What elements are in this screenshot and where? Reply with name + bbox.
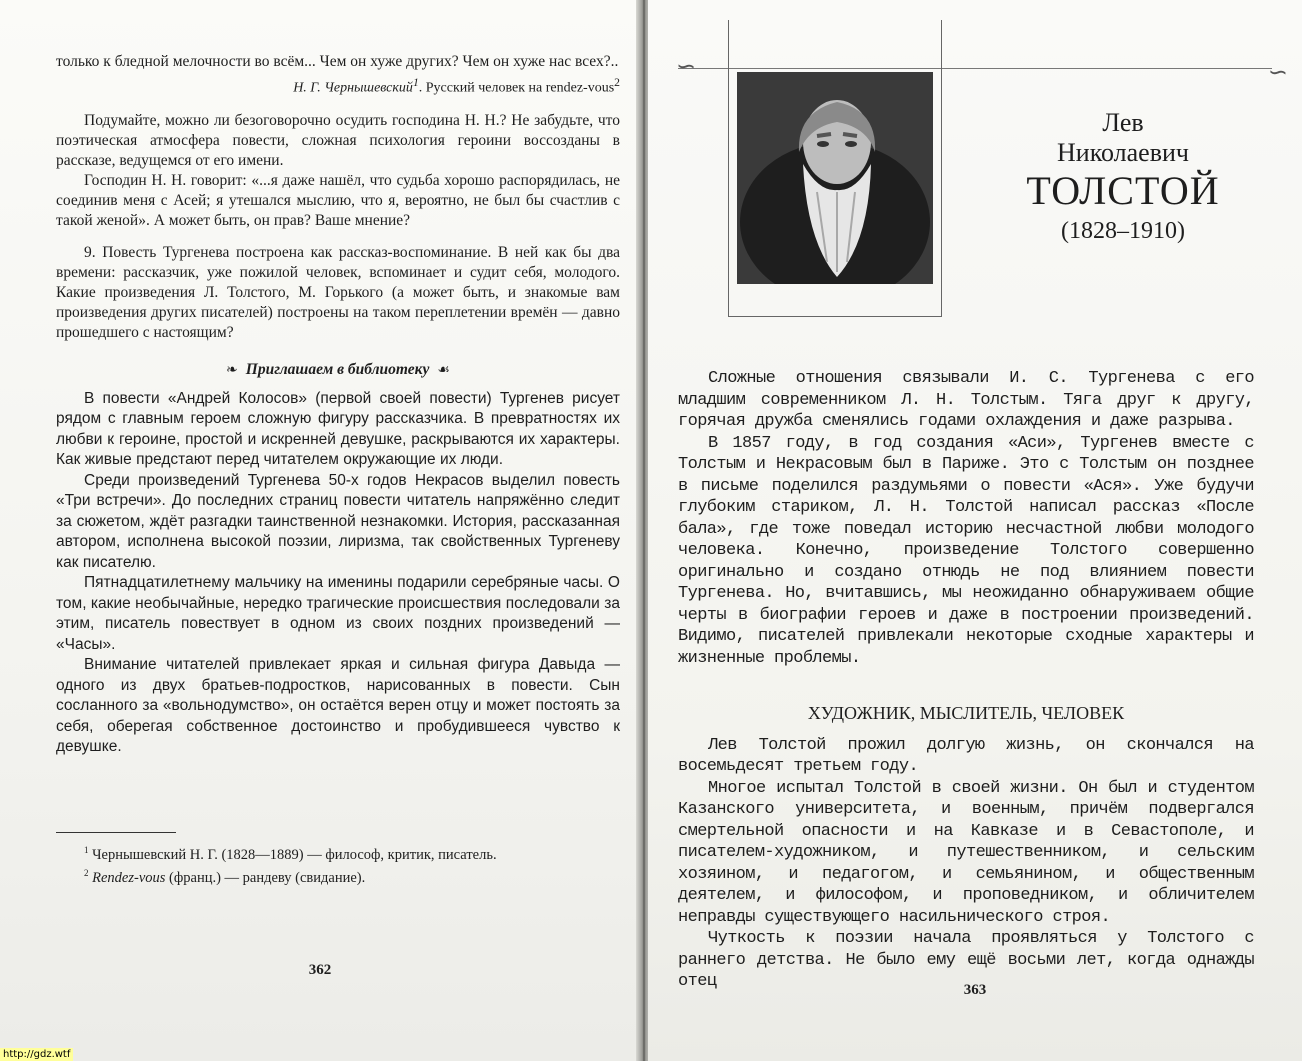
watermark-link[interactable]: http://gdz.wtf xyxy=(0,1048,73,1061)
ornament-right-icon: ☙ xyxy=(437,362,450,378)
quote-attribution xyxy=(56,76,620,97)
body-paragraph-3: Лев Толстой прожил долгую жизнь, он скончался на восемьдесят третьем году. xyxy=(678,735,1254,776)
author-portrait xyxy=(737,72,933,284)
body-paragraph-2: В 1857 году, в год создания «Аси», Тургенев вместе с Толстым и Некрасовым был в Париже. Это с Толстым он позднее в письме поделился раздумьями о повести «Ася». Уже будучи глубоким стариком, Л. Н. Толстой написал рассказ «После бала», где тоже поведал историю несчастной любви молодого человека. Конечно, произведение Толстого совершенно оригинально и создано отнюдь не под влиянием повести Тургенева. Но, вчитавшись, мы неожиданно обнаруживаем общие черты в биографии героев и даже в построении произведений. Видимо, писателей привлекали некоторые сходные характеры и жизненные проблемы. xyxy=(678,433,1254,668)
footnote-divider xyxy=(56,832,176,833)
flourish-right-icon: ∽ xyxy=(1267,60,1288,86)
footnote-1 xyxy=(56,841,620,865)
question-paragraph-1: Подумайте, можно ли безоговорочно осудить господина Н. Н.? Не забудьте, что поэтическая атмосфера повести, сложная психология героини воссозданы в рассказе, ведущемся от его имени. xyxy=(56,111,620,169)
right-page-body xyxy=(678,368,1254,993)
question-paragraph-2: Господин Н. Н. говорит: «...я даже нашёл, что судьба хорошо распорядилась, не соединив меня с Асей; я утешался мыслию, что я, вероятно, не был бы счастлив с такой женой». А может быть, он прав? Ваше мнение? xyxy=(56,171,620,229)
footnote-1-text: Чернышевский Н. Г. (1828—1889) — философ, критик, писатель. xyxy=(92,846,497,863)
attribution-work-footnote-mark: 2 xyxy=(614,76,620,89)
page-number-right: 363 xyxy=(963,982,987,998)
attribution-work: . Русский человек на rendez-vous xyxy=(418,80,615,96)
library-section-heading xyxy=(56,361,620,379)
author-name-block xyxy=(1008,108,1238,246)
library-paragraph-3: Пятнадцатилетнему мальчику на именины подарили серебряные часы. О том, какие необычайные, нередко трагические происшествия последовали за этим, писатель повествует в одном из своих поздних произведений — «Часы». xyxy=(56,574,620,653)
library-paragraph-4: Внимание читателей привлекает яркая и сильная фигура Давыда — одного из двух братьев-подростков, нарисованных в повести. Сын сосланного за «вольнодумство», он остаётся верен отцу и может постоять за себя, оберегая собственное достоинство и пробудившееся чувство к девушке. xyxy=(56,656,620,756)
library-heading-text: Приглашаем в библиотеку xyxy=(245,360,430,378)
footnote-2-text: (франц.) — рандеву (свидание). xyxy=(165,870,366,887)
author-last-name: ТОЛСТОЙ xyxy=(1026,168,1220,213)
footnote-2-term: Rendez-vous xyxy=(92,870,166,887)
right-page xyxy=(648,0,1302,1061)
section-heading: ХУДОЖНИК, МЫСЛИТЕЛЬ, ЧЕЛОВЕК xyxy=(807,703,1125,723)
footnote-2-number: 2 xyxy=(84,868,89,879)
footnotes xyxy=(56,841,620,889)
footnote-2 xyxy=(56,864,620,888)
left-page xyxy=(0,0,640,1061)
attribution-author: Н. Г. Чернышевский xyxy=(293,80,413,96)
footnote-1-number: 1 xyxy=(84,844,89,855)
flourish-left-icon: ∽ xyxy=(676,54,697,80)
body-paragraph-5: Чуткость к поэзии начала проявляться у Толстого с раннего детства. Не было ему ещё восьми лет, когда однажды отец xyxy=(678,929,1254,991)
portrait-illustration xyxy=(737,72,933,284)
question-9: 9. Повесть Тургенева построена как рассказ-воспоминание. В ней как бы два времени: рассказчик, уже пожилой человек, вспоминает и судит себя, молодого. Какие произведения Л. Толстого, М. Горького (а может быть, и знакомые вам произведения других писателей) построены на таком переплетении времён — давно прошедшего с настоящим? xyxy=(56,243,620,341)
library-paragraph-2: Среди произведений Тургенева 50-х годов Некрасов выделил повесть «Три встречи». До последних страниц повести читатель напряжённо следит за сюжетом, ждёт разгадки таинственной незнакомки. История, рассказанная автором, исполнена высокой поэзии, лиризма, так свойственных Тургеневу как писателю. xyxy=(56,471,620,571)
ornament-left-icon: ❧ xyxy=(226,362,238,378)
attribution-author-footnote-mark: 1 xyxy=(412,76,419,89)
library-paragraph-1: В повести «Андрей Колосов» (первой своей повести) Тургенев рисует рядом с главным героем сложную фигуру рассказчика. В превратностях их любви к героине, простой и искренней девушке, раскрываются их характеры. Как живые предстают перед читателем окружающие их люди. xyxy=(56,389,620,469)
body-paragraph-1: Сложные отношения связывали И. С. Тургенева с его младшим современником Л. Н. Толстым. Тяга друг к другу, горячая дружба сменялись годами охлаждения и даже разрыва. xyxy=(678,369,1254,431)
opening-lines: только к бледной мелочности во всём... Чем он хуже других? Чем он хуже нас всех?.. xyxy=(56,53,619,70)
page-number-left: 362 xyxy=(308,962,332,978)
author-patronymic: Николаевич xyxy=(1057,138,1189,167)
author-first-name: Лев xyxy=(1102,108,1144,137)
body-paragraph-4: Многое испытал Толстой в своей жизни. Он был и студентом Казанского университета, и военным, причём подвергался смертельной опасности и на Кавказе и в Севастополе, и писателем-художником, и путешественником, и сельским хозяином, и педагогом, и семьянином, и общественным деятелем, и философом, и проповедником, и обличителем неправды существующего насильнического строя. xyxy=(678,778,1254,927)
portrait-frame xyxy=(728,20,942,317)
author-years: (1828–1910) xyxy=(1061,218,1185,244)
